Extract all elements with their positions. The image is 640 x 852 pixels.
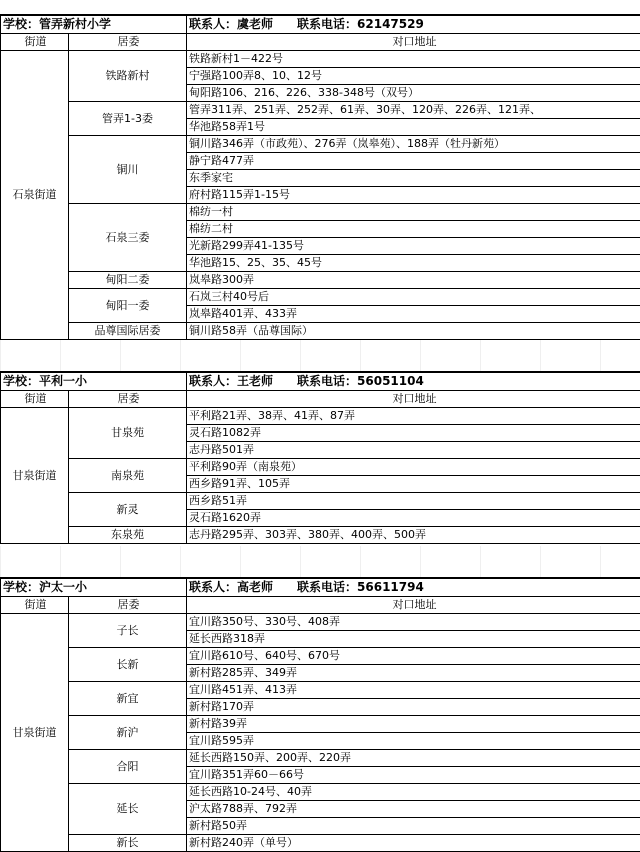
address-cell: 铜川路346弄（市政苑）、276弄（岚皋苑）、188弄（牡丹新苑） <box>187 136 640 153</box>
committee-cell: 甸阳二委 <box>69 272 187 289</box>
address-cell: 宜川路610号、640号、670号 <box>187 648 640 665</box>
address-cell: 铁路新村1－422号 <box>187 51 640 68</box>
school-header-row <box>1 15 640 34</box>
address-cell: 棉纺一村 <box>187 204 640 221</box>
address-cell: 宜川路451弄、413弄 <box>187 682 640 699</box>
address-cell: 新村路39弄 <box>187 716 640 733</box>
school-block <box>0 577 640 852</box>
column-header-row <box>1 391 640 408</box>
table-row <box>1 493 640 510</box>
committee-cell: 新长 <box>69 835 187 852</box>
school-name: 学校：沪太一小 <box>1 578 187 597</box>
address-cell: 沪太路788弄、792弄 <box>187 801 640 818</box>
committee-cell: 合阳 <box>69 750 187 784</box>
table-row <box>1 614 640 631</box>
contact-info: 联系人：虞老师 联系电话：62147529 <box>187 15 640 34</box>
contact-info: 联系人：高老师 联系电话：56611794 <box>187 578 640 597</box>
address-cell: 延长西路150弄、200弄、220弄 <box>187 750 640 767</box>
address-cell: 新村路50弄 <box>187 818 640 835</box>
column-header-row <box>1 597 640 614</box>
col-committee: 居委 <box>69 34 187 51</box>
school-block <box>0 371 640 544</box>
col-address: 对口地址 <box>187 34 640 51</box>
committee-cell: 长新 <box>69 648 187 682</box>
address-cell: 平利路90弄（南泉苑） <box>187 459 640 476</box>
table-row <box>1 408 640 425</box>
address-cell: 华池路58弄1号 <box>187 119 640 136</box>
address-cell: 灵石路1082弄 <box>187 425 640 442</box>
col-street: 街道 <box>1 597 69 614</box>
address-cell: 石岚三村40号后 <box>187 289 640 306</box>
address-cell: 华池路15、25、35、45号 <box>187 255 640 272</box>
table-row <box>1 102 640 119</box>
committee-cell: 品尊国际居委 <box>69 323 187 340</box>
street-cell: 甘泉街道 <box>1 408 69 544</box>
table-row <box>1 51 640 68</box>
address-cell: 平利路21弄、38弄、41弄、87弄 <box>187 408 640 425</box>
school-header-row <box>1 372 640 391</box>
col-address: 对口地址 <box>187 391 640 408</box>
street-cell: 甘泉街道 <box>1 614 69 852</box>
committee-cell: 铜川 <box>69 136 187 204</box>
table-row <box>1 136 640 153</box>
contact-info: 联系人：王老师 联系电话：56051104 <box>187 372 640 391</box>
committee-cell: 新沪 <box>69 716 187 750</box>
address-cell: 东季家宅 <box>187 170 640 187</box>
committee-cell: 石泉三委 <box>69 204 187 272</box>
table-row <box>1 835 640 852</box>
column-header-row <box>1 34 640 51</box>
address-cell: 静宁路477弄 <box>187 153 640 170</box>
address-cell: 宁强路100弄8、10、12号 <box>187 68 640 85</box>
address-cell: 宜川路350号、330号、408弄 <box>187 614 640 631</box>
committee-cell: 东泉苑 <box>69 527 187 544</box>
address-cell: 西乡路91弄、105弄 <box>187 476 640 493</box>
address-cell: 延长西路10-24号、40弄 <box>187 784 640 801</box>
committee-cell: 南泉苑 <box>69 459 187 493</box>
committee-cell: 铁路新村 <box>69 51 187 102</box>
address-cell: 铜川路58弄（品尊国际） <box>187 323 640 340</box>
col-street: 街道 <box>1 391 69 408</box>
table-row <box>1 527 640 544</box>
col-committee: 居委 <box>69 391 187 408</box>
address-cell: 管弄311弄、251弄、252弄、61弄、30弄、120弄、226弄、121弄、 <box>187 102 640 119</box>
table-row <box>1 323 640 340</box>
address-cell: 岚皋路300弄 <box>187 272 640 289</box>
col-address: 对口地址 <box>187 597 640 614</box>
district-table <box>0 577 640 852</box>
col-street: 街道 <box>1 34 69 51</box>
table-row <box>1 784 640 801</box>
address-cell: 甸阳路106、216、226、338-348号（双号） <box>187 85 640 102</box>
table-row <box>1 289 640 306</box>
table-row <box>1 750 640 767</box>
school-block <box>0 14 640 340</box>
table-row <box>1 682 640 699</box>
committee-cell: 新宜 <box>69 682 187 716</box>
committee-cell: 延长 <box>69 784 187 835</box>
address-cell: 志丹路295弄、303弄、380弄、400弄、500弄 <box>187 527 640 544</box>
address-cell: 府村路115弄1-15号 <box>187 187 640 204</box>
district-table <box>0 371 640 544</box>
col-committee: 居委 <box>69 597 187 614</box>
address-cell: 延长西路318弄 <box>187 631 640 648</box>
sheet-gap <box>0 546 640 577</box>
table-row <box>1 204 640 221</box>
committee-cell: 甘泉苑 <box>69 408 187 459</box>
address-cell: 宜川路595弄 <box>187 733 640 750</box>
address-cell: 灵石路1620弄 <box>187 510 640 527</box>
address-cell: 志丹路501弄 <box>187 442 640 459</box>
school-header-row <box>1 578 640 597</box>
address-cell: 棉纺二村 <box>187 221 640 238</box>
committee-cell: 新灵 <box>69 493 187 527</box>
address-cell: 宜川路351弄60－66号 <box>187 767 640 784</box>
address-cell: 岚皋路401弄、433弄 <box>187 306 640 323</box>
table-row <box>1 716 640 733</box>
sheet-gap <box>0 340 640 371</box>
table-row <box>1 648 640 665</box>
address-cell: 新村路285弄、349弄 <box>187 665 640 682</box>
school-name: 学校：平利一小 <box>1 372 187 391</box>
table-row <box>1 459 640 476</box>
address-cell: 西乡路51弄 <box>187 493 640 510</box>
street-cell: 石泉街道 <box>1 51 69 340</box>
committee-cell: 子长 <box>69 614 187 648</box>
school-name: 学校：管弄新村小学 <box>1 15 187 34</box>
address-cell: 光新路299弄41-135号 <box>187 238 640 255</box>
address-cell: 新村路170弄 <box>187 699 640 716</box>
committee-cell: 管弄1-3委 <box>69 102 187 136</box>
district-table <box>0 14 640 340</box>
committee-cell: 甸阳一委 <box>69 289 187 323</box>
address-cell: 新村路240弄（单号） <box>187 835 640 852</box>
table-row <box>1 272 640 289</box>
